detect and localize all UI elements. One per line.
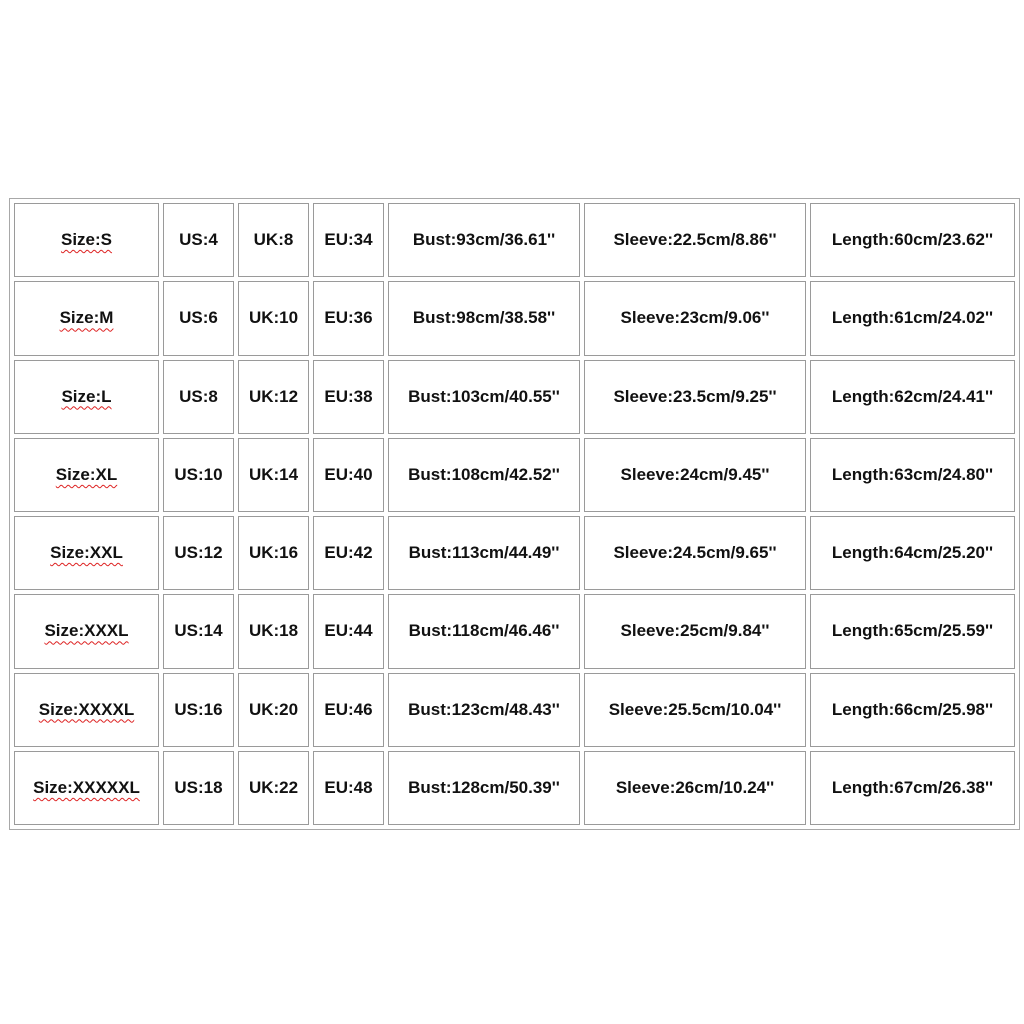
length-cell: Length:61cm/24.02'' bbox=[810, 281, 1015, 355]
bust-cell: Bust:118cm/46.46'' bbox=[388, 594, 580, 668]
bust-cell: Bust:103cm/40.55'' bbox=[388, 360, 580, 434]
size-chart-table bbox=[9, 198, 1020, 830]
eu-size-cell: EU:42 bbox=[313, 516, 384, 590]
length-cell: Length:60cm/23.62'' bbox=[810, 203, 1015, 277]
us-size-cell: US:10 bbox=[163, 438, 234, 512]
length-cell: Length:67cm/26.38'' bbox=[810, 751, 1015, 825]
us-size-cell: US:4 bbox=[163, 203, 234, 277]
eu-size-cell: EU:40 bbox=[313, 438, 384, 512]
uk-size-cell: UK:14 bbox=[238, 438, 309, 512]
table-row bbox=[14, 751, 1015, 825]
eu-size-cell: EU:38 bbox=[313, 360, 384, 434]
uk-size-cell: UK:18 bbox=[238, 594, 309, 668]
sleeve-cell: Sleeve:23.5cm/9.25'' bbox=[584, 360, 806, 434]
size-cell bbox=[14, 438, 159, 512]
us-size-cell: US:14 bbox=[163, 594, 234, 668]
size-label: Size:L bbox=[61, 386, 112, 406]
table-row bbox=[14, 203, 1015, 277]
sleeve-cell: Sleeve:24.5cm/9.65'' bbox=[584, 516, 806, 590]
size-cell bbox=[14, 281, 159, 355]
size-label: Size:XL bbox=[55, 464, 118, 484]
table-row bbox=[14, 673, 1015, 747]
size-label: Size:XXXL bbox=[44, 621, 129, 641]
size-cell bbox=[14, 516, 159, 590]
size-cell bbox=[14, 360, 159, 434]
length-cell: Length:66cm/25.98'' bbox=[810, 673, 1015, 747]
us-size-cell: US:6 bbox=[163, 281, 234, 355]
sleeve-cell: Sleeve:22.5cm/8.86'' bbox=[584, 203, 806, 277]
eu-size-cell: EU:36 bbox=[313, 281, 384, 355]
uk-size-cell: UK:22 bbox=[238, 751, 309, 825]
size-cell bbox=[14, 673, 159, 747]
table-row bbox=[14, 438, 1015, 512]
uk-size-cell: UK:16 bbox=[238, 516, 309, 590]
uk-size-cell: UK:8 bbox=[238, 203, 309, 277]
table-row bbox=[14, 594, 1015, 668]
size-cell bbox=[14, 203, 159, 277]
us-size-cell: US:12 bbox=[163, 516, 234, 590]
size-cell bbox=[14, 594, 159, 668]
size-label: Size:M bbox=[59, 308, 114, 328]
length-cell: Length:62cm/24.41'' bbox=[810, 360, 1015, 434]
uk-size-cell: UK:12 bbox=[238, 360, 309, 434]
sleeve-cell: Sleeve:23cm/9.06'' bbox=[584, 281, 806, 355]
sleeve-cell: Sleeve:25cm/9.84'' bbox=[584, 594, 806, 668]
eu-size-cell: EU:46 bbox=[313, 673, 384, 747]
size-cell bbox=[14, 751, 159, 825]
size-label: Size:XXXXXL bbox=[33, 777, 140, 797]
us-size-cell: US:16 bbox=[163, 673, 234, 747]
length-cell: Length:63cm/24.80'' bbox=[810, 438, 1015, 512]
bust-cell: Bust:98cm/38.58'' bbox=[388, 281, 580, 355]
length-cell: Length:64cm/25.20'' bbox=[810, 516, 1015, 590]
size-label: Size:S bbox=[60, 230, 113, 250]
bust-cell: Bust:113cm/44.49'' bbox=[388, 516, 580, 590]
sleeve-cell: Sleeve:26cm/10.24'' bbox=[584, 751, 806, 825]
table-row bbox=[14, 516, 1015, 590]
sleeve-cell: Sleeve:25.5cm/10.04'' bbox=[584, 673, 806, 747]
us-size-cell: US:18 bbox=[163, 751, 234, 825]
bust-cell: Bust:123cm/48.43'' bbox=[388, 673, 580, 747]
eu-size-cell: EU:48 bbox=[313, 751, 384, 825]
eu-size-cell: EU:44 bbox=[313, 594, 384, 668]
eu-size-cell: EU:34 bbox=[313, 203, 384, 277]
sleeve-cell: Sleeve:24cm/9.45'' bbox=[584, 438, 806, 512]
size-label: Size:XXXXL bbox=[38, 699, 135, 719]
us-size-cell: US:8 bbox=[163, 360, 234, 434]
table-row bbox=[14, 281, 1015, 355]
size-label: Size:XXL bbox=[50, 543, 123, 563]
length-cell: Length:65cm/25.59'' bbox=[810, 594, 1015, 668]
table-row bbox=[14, 360, 1015, 434]
bust-cell: Bust:108cm/42.52'' bbox=[388, 438, 580, 512]
bust-cell: Bust:128cm/50.39'' bbox=[388, 751, 580, 825]
bust-cell: Bust:93cm/36.61'' bbox=[388, 203, 580, 277]
uk-size-cell: UK:10 bbox=[238, 281, 309, 355]
uk-size-cell: UK:20 bbox=[238, 673, 309, 747]
